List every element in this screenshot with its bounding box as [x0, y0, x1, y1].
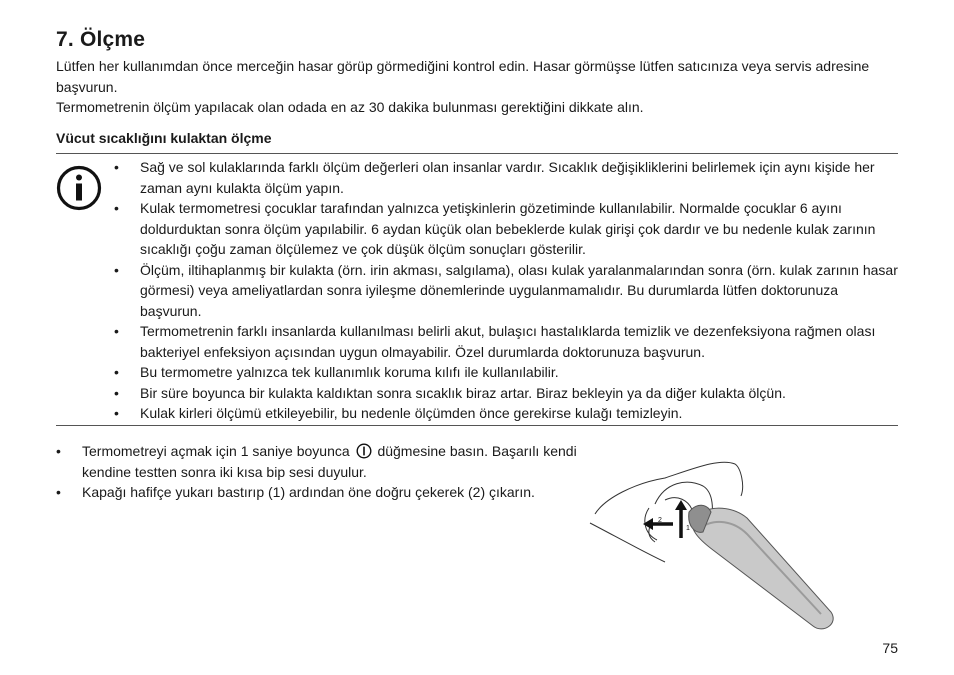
- bullet-icon: •: [56, 484, 61, 500]
- steps-list: [56, 441, 586, 503]
- power-icon: [356, 443, 372, 459]
- note-text: Sağ ve sol kulaklarında farklı ölçüm değerleri olan insanlar vardır. Sıcaklık değişikliklerini belirlemek için aynı kişide her zaman aynı kulakta ölçüm yapın.: [140, 159, 875, 196]
- list-item: [114, 403, 898, 424]
- bullet-icon: •: [114, 200, 119, 216]
- intro-paragraph-1: Lütfen her kullanımdan önce merceğin hasar görüp görmediğini kontrol edin. Hasar görmüşse lütfen satıcınıza veya servis adresine başvurun.: [56, 58, 870, 95]
- note-text: Bu termometre yalnızca tek kullanımlık koruma kılıfı ile kullanılabilir.: [140, 364, 559, 380]
- thermometer-cap-illustration: [585, 438, 865, 633]
- intro-paragraph-2: Termometrenin ölçüm yapılacak olan odada en az 30 dakika bulunması gerektiğini dikkate alın.: [56, 99, 644, 115]
- bullet-icon: •: [56, 443, 61, 459]
- list-item: [56, 441, 586, 482]
- notes-bottom-divider: [56, 425, 898, 426]
- bullet-icon: •: [114, 384, 119, 401]
- list-item: [114, 198, 898, 260]
- arrow-label-2: 2: [658, 517, 662, 524]
- note-text: Termometrenin farklı insanlarda kullanılması belirli akut, bulaşıcı hastalıklarda temizlik ve dezenfeksiyona rağmen olası bakteriyel enfeksiyon açısından uygun olmayabilir. Özel durumlarda doktorunuza başvurun.: [140, 323, 876, 360]
- bullet-icon: •: [114, 159, 119, 175]
- step-text-after-icon: düğmesine basın. Başarılı kendi kendine testten sonra iki kısa bip sesi duyulur.: [82, 443, 577, 480]
- bullet-icon: •: [114, 261, 119, 278]
- note-text: Kulak termometresi çocuklar tarafından yalnızca yetişkinlerin gözetiminde kullanılabilir. Normalde çocuklar 6 ayını doldurduktan sonra ölçüm yapılabilir. 6 aydan küçük olan bebeklerde kulak girişi çok dardır ve bu nedenle kulak zarının sıcaklığı çoğu zaman ölçülemez ve çok düşük ölçüm sonuçları gösterilir.: [140, 200, 876, 257]
- list-item: [114, 157, 898, 198]
- note-text: Bir süre boyunca bir kulakta kaldıktan sonra sıcaklık biraz artar. Biraz bekleyin ya da diğer kulakta ölçün.: [140, 384, 786, 401]
- step-text-before-icon: Termometreyi açmak için 1 saniye boyunca: [82, 443, 350, 459]
- list-item: [56, 482, 586, 503]
- bullet-icon: •: [114, 323, 119, 339]
- page-number: 75: [882, 640, 898, 656]
- notes-list: [114, 157, 898, 424]
- info-icon: [56, 165, 102, 211]
- intro-text: [56, 56, 898, 118]
- note-text: Ölçüm, iltihaplanmış bir kulakta (örn. irin akması, salgılama), olası kulak yaralanmalarından sonra (örn. kulak zarının hasar görmesi) veya ameliyatlardan sonra iyileşme dönemlerinde uygulanmamalıdır. Bu durumlarda lütfen doktorunuza başvurun.: [140, 261, 898, 319]
- step-text: Kapağı hafifçe yukarı bastırıp (1) ardından öne doğru çekerek (2) çıkarın.: [82, 484, 535, 500]
- bullet-icon: •: [114, 364, 119, 380]
- arrow-label-1: 1: [686, 525, 690, 532]
- bullet-icon: •: [114, 405, 119, 421]
- section-title: 7. Ölçme: [56, 28, 146, 51]
- subsection-title: Vücut sıcaklığını kulaktan ölçme: [56, 130, 272, 146]
- list-item: [114, 321, 898, 362]
- list-item: [114, 383, 898, 404]
- list-item: [114, 362, 898, 383]
- list-item: [114, 260, 898, 322]
- notes-top-divider: [56, 153, 898, 154]
- note-text: Kulak kirleri ölçümü etkileyebilir, bu nedenle ölçümden önce gerekirse kulağı temizleyin.: [140, 405, 683, 421]
